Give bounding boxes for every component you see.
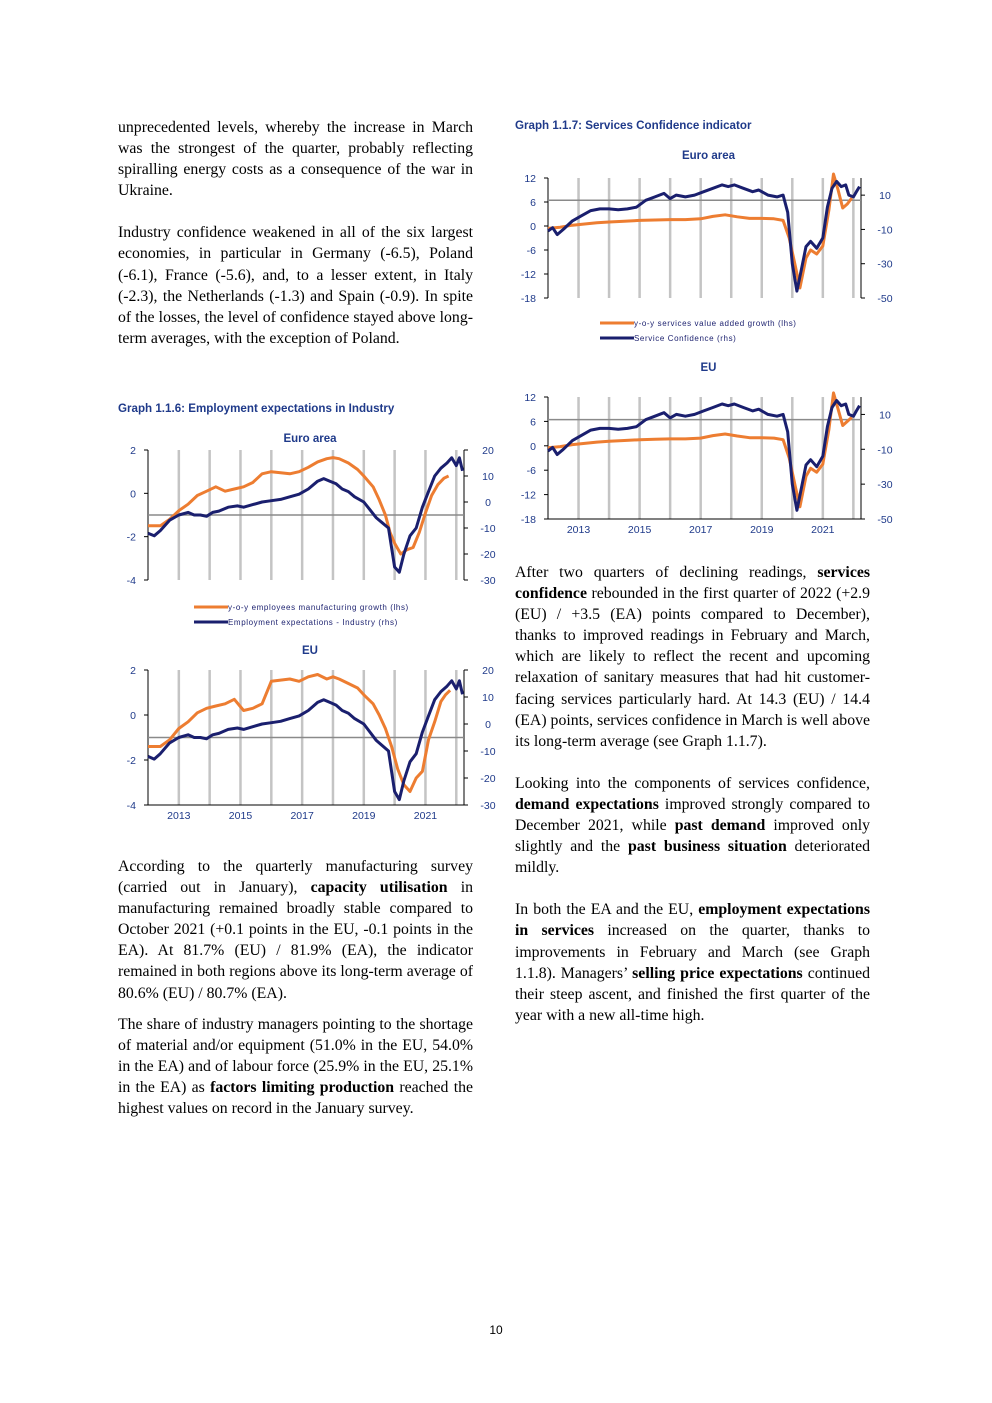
y-left-tick-label: -4 (126, 800, 136, 812)
chart-title: Euro area (283, 433, 337, 445)
y-right-tick-label: -30 (877, 258, 893, 271)
y-left-tick-label: 0 (530, 440, 536, 453)
y-left-tick-label: 0 (530, 221, 536, 233)
y-left-tick-label: 12 (524, 392, 536, 404)
y-right-tick-label: -30 (480, 800, 496, 812)
y-right-tick-label: -20 (480, 549, 496, 561)
y-right-tick-label: -10 (877, 224, 893, 237)
chart-eu-employment (112, 640, 502, 825)
y-right-tick-label: -10 (480, 746, 496, 758)
y-left-tick-label: 12 (524, 173, 536, 185)
graph-title: Graph 1.1.6: Employment expectations in Industry (118, 402, 395, 415)
x-tick-label: 2021 (413, 810, 438, 822)
y-right-tick-label: 20 (482, 445, 494, 457)
y-right-tick-label: -30 (480, 575, 496, 587)
y-left-tick-label: -2 (126, 531, 136, 544)
x-tick-label: 2021 (811, 524, 835, 536)
x-tick-label: 2015 (627, 524, 652, 536)
y-left-tick-label: 6 (530, 416, 536, 429)
y-left-tick-label: 0 (130, 488, 136, 501)
right-column (515, 562, 870, 1047)
x-tick-label: 2019 (750, 524, 774, 536)
left-column-bottom (118, 856, 473, 1140)
chart-title: EU (302, 645, 318, 657)
y-right-tick-label: 10 (482, 471, 494, 483)
y-right-tick-label: -20 (480, 773, 496, 785)
paragraph: In both the EA and the EU, employment expectations in services increased on the quarter, thanks to improvements in February and March (see Graph 1.1.8). Managers’ selling price expectations continued their steep ascent, and finished the first quarter of the year with a new all-time high. (515, 901, 870, 1024)
page-number: 10 (489, 1323, 503, 1337)
paragraph: After two quarters of declining readings, services confidence rebounded in the first quarter of 2022 (+2.9 (EU) / +3.5 (EA) points compared to December), thanks to improved readings in February and March, which are likely to reflect the recent and upcoming relaxation of sanitary measures that had hit customer-facing services particularly hard. At 14.3 (EU) / 14.4 (EA) points, services confidence in March is well above its long-term average (see Graph 1.1.7). (515, 564, 870, 750)
series-line (148, 458, 449, 554)
paragraph: The share of industry managers pointing to the shortage of material and/or equipment (51.0% in the EU, 54.0% in the EA) and of labour force (25.9% in the EU, 25.1% in the EA) as factors limiting production reached the highest values on record in the January survey. (118, 1015, 473, 1118)
paragraph: unprecedented levels, whereby the increase in March was the strongest of the quarter, probably reflecting spiralling energy costs as a consequence of the war in Ukraine. (118, 119, 473, 200)
y-right-tick-label: 10 (482, 692, 494, 704)
x-tick-label: 2017 (689, 524, 713, 536)
y-left-tick-label: -12 (520, 489, 536, 502)
legend-label: Service Confidence (rhs) (634, 334, 737, 343)
y-right-tick-label: -50 (877, 293, 893, 305)
x-tick-label: 2013 (566, 524, 591, 536)
chart-euro-area-employment (112, 428, 502, 636)
paragraph: Looking into the components of services confidence, demand expectations improved strongly compared to December 2021, while past demand improved only slightly and the past business situation deteriorated mildly. (515, 774, 871, 877)
series-line (548, 181, 860, 291)
y-right-tick-label: 0 (485, 719, 491, 731)
y-left-tick-label: -18 (520, 514, 536, 526)
y-left-tick-label: 6 (530, 197, 536, 209)
paragraph: According to the quarterly manufacturing survey (carried out in January), capacity utilisation in manufacturing remained broadly stable compared to October 2021 (+0.1 points in the EU, -0.1 points in the EA). At 81.7% (EU) / 81.9% (EA), the indicator remained in both regions above its long-term average of 80.6% (EU) / 80.7% (EA). (118, 858, 473, 1002)
chart-euro-area-services (508, 145, 908, 350)
y-left-tick-label: 2 (130, 445, 136, 457)
x-tick-label: 2017 (290, 810, 314, 822)
y-left-tick-label: 2 (130, 665, 136, 677)
series-line (548, 401, 860, 511)
y-left-tick-label: -6 (526, 465, 536, 478)
y-right-tick-label: 20 (482, 665, 494, 677)
y-left-tick-label: -12 (520, 269, 536, 281)
y-left-tick-label: -6 (526, 245, 536, 257)
y-right-tick-label: -50 (877, 514, 893, 526)
y-left-tick-label: -4 (126, 575, 136, 587)
chart-title: EU (700, 362, 717, 374)
graph-title: Graph 1.1.7: Services Confidence indicator (515, 119, 752, 132)
x-tick-label: 2015 (228, 810, 253, 822)
x-tick-label: 2019 (352, 810, 376, 822)
y-right-tick-label: 10 (879, 409, 891, 422)
legend-label: Employment expectations - Industry (rhs) (228, 618, 398, 627)
legend-label: y-o-y services value added growth (lhs) (634, 319, 797, 328)
y-right-tick-label: 10 (879, 190, 891, 203)
x-tick-label: 2013 (167, 810, 191, 822)
y-right-tick-label: -10 (480, 523, 496, 535)
y-right-tick-label: -30 (877, 479, 893, 492)
paragraph: Industry confidence weakened in all of the six largest economies, in particular in Germany (-6.5), Poland (-6.1), France (-5.6), and, to a lesser extent, in Italy (-2.3), the Netherlands (-1.3) and Spain (-0.9). In spite of the losses, the level of confidence stayed above long-term averages, with the exception of Poland. (118, 224, 473, 347)
left-column-top (118, 117, 473, 370)
y-left-tick-label: 0 (130, 710, 136, 722)
y-right-tick-label: -10 (877, 444, 893, 457)
legend-label: y-o-y employees manufacturing growth (lhs) (228, 603, 409, 612)
y-right-tick-label: 0 (485, 497, 491, 509)
y-left-tick-label: -18 (520, 293, 536, 305)
y-left-tick-label: -2 (126, 755, 136, 767)
chart-eu-services (508, 356, 908, 540)
chart-title: Euro area (681, 150, 736, 162)
